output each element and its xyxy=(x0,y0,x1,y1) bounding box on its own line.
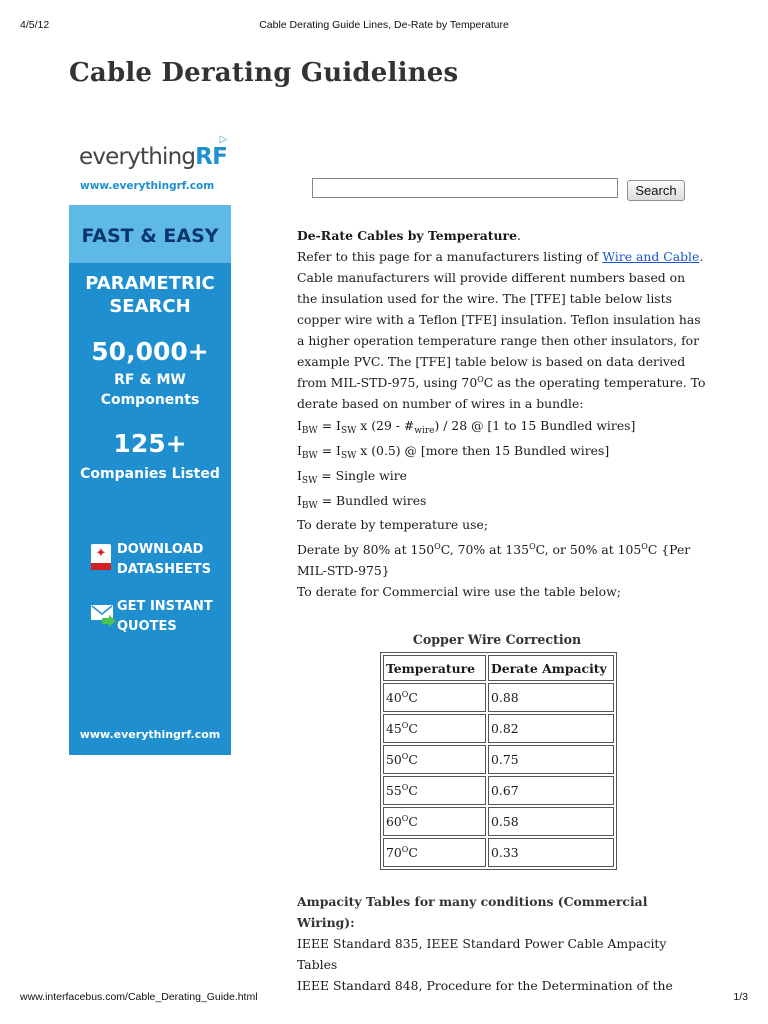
temperature-cell xyxy=(383,776,486,805)
temperature-unit: C xyxy=(408,845,418,860)
get-instant-quotes-line-2: QUOTES xyxy=(117,619,177,634)
degree-sup: O xyxy=(401,814,409,823)
temperature-cell xyxy=(383,838,486,867)
ad-parametric-line-1: PARAMETRIC xyxy=(85,273,215,294)
degree-sup: O xyxy=(477,375,484,384)
formula-i: I xyxy=(297,418,302,433)
temperature-value: 60 xyxy=(386,814,402,829)
table-row xyxy=(383,776,614,805)
derate-text-d: C {Per MIL-STD-975} xyxy=(297,542,691,578)
temperature-cell xyxy=(383,807,486,836)
degree-sup: O xyxy=(434,542,441,551)
temperature-unit: C xyxy=(408,690,418,705)
table-row xyxy=(383,745,614,774)
ampacity-section xyxy=(297,891,707,996)
ad-count-components-label-2: Components xyxy=(100,392,200,408)
ad-header xyxy=(69,132,231,205)
temperature-unit: C xyxy=(408,814,418,829)
formula-sub-bw: BW xyxy=(301,451,318,461)
description-text: Cable manufacturers will provide different numbers based on the insulation used for the wire. The [TFE] table below lists copper wire with a Teflon [TFE] insulation. Teflon insulation has a higher operation temperature range then other insulators, for example PVC. The [TFE] table below is based on data derived from MIL-STD-975, using 70 xyxy=(297,270,701,390)
temperature-unit: C xyxy=(408,752,418,767)
formula-i: I xyxy=(297,443,302,458)
ad-url-bottom[interactable]: www.everythingrf.com xyxy=(79,728,221,741)
definition-bundled-wires xyxy=(297,490,707,511)
section-heading-derate xyxy=(297,225,707,246)
temperature-value: 70 xyxy=(386,845,402,860)
derate-percent-line xyxy=(297,539,707,581)
ad-brand-logo xyxy=(79,144,227,170)
definition-single-wire xyxy=(297,465,707,486)
formula-sub-sw: SW xyxy=(340,451,357,461)
ad-brand-part-a: everything xyxy=(79,144,196,170)
degree-sup: O xyxy=(401,752,409,761)
formula-eq: = I xyxy=(317,418,341,433)
formula-bundle-1-15 xyxy=(297,415,707,436)
column-header-temperature: Temperature xyxy=(383,655,486,681)
ampacity-cell: 0.58 xyxy=(488,807,614,836)
main-content xyxy=(297,225,707,602)
intro-line xyxy=(297,246,707,267)
degree-sup: O xyxy=(401,783,409,792)
ampacity-cell: 0.75 xyxy=(488,745,614,774)
ampacity-cell: 0.82 xyxy=(488,714,614,743)
temperature-cell xyxy=(383,745,486,774)
table-header-row xyxy=(383,655,614,681)
description-paragraph xyxy=(297,267,707,414)
get-instant-quotes-link[interactable] xyxy=(117,597,213,637)
ad-url-top: www.everythingrf.com xyxy=(80,180,215,192)
formula-mid: x (29 - # xyxy=(356,418,415,433)
pdf-icon: ✦ xyxy=(91,544,111,570)
derate-heading-end: . xyxy=(516,228,521,243)
print-header-title: Cable Derating Guide Lines, De-Rate by Temperature xyxy=(259,19,509,31)
degree-sup: O xyxy=(401,845,409,854)
intro-before-link: Refer to this page for a manufacturers listing of xyxy=(297,249,603,264)
formula-end: ) / 28 @ [1 to 15 Bundled wires] xyxy=(434,418,636,433)
degree-sup: O xyxy=(529,542,536,551)
ampacity-line: IEEE Standard 848, Procedure for the Determination of the xyxy=(297,978,673,993)
formula-sub-wire: wire xyxy=(414,426,435,436)
table-caption: Copper Wire Correction xyxy=(412,632,582,647)
temperature-value: 45 xyxy=(386,721,402,736)
table-row xyxy=(383,838,614,867)
temperature-value: 55 xyxy=(386,783,402,798)
derate-text-a: Derate by 80% at 150 xyxy=(297,542,435,557)
commercial-wire-line: To derate for Commercial wire use the table below; xyxy=(297,584,621,599)
page-title: Cable Derating Guidelines xyxy=(69,58,459,88)
ad-band xyxy=(69,205,231,263)
get-instant-quotes-line-1: GET INSTANT xyxy=(117,599,213,614)
formula-i: I xyxy=(297,468,302,483)
wire-and-cable-link[interactable]: Wire and Cable xyxy=(602,249,700,264)
download-datasheets-line-2: DATASHEETS xyxy=(117,562,211,577)
temperature-cell xyxy=(383,683,486,712)
formula-sub-bw: BW xyxy=(301,501,318,511)
table-row xyxy=(383,683,614,712)
ad-count-components-label-1: RF & MW xyxy=(114,372,186,388)
download-datasheets-line-1: DOWNLOAD xyxy=(117,542,204,557)
degree-sup: O xyxy=(401,690,409,699)
intro-after-link: . xyxy=(699,249,704,264)
ad-brand-part-b: RF xyxy=(195,144,227,170)
degree-sup: O xyxy=(401,721,409,730)
ad-band-text: FAST & EASY xyxy=(81,225,219,247)
formula-i: I xyxy=(297,493,302,508)
ampacity-cell: 0.67 xyxy=(488,776,614,805)
search-button[interactable]: Search xyxy=(627,180,685,201)
ad-choices-icon[interactable]: ▷ xyxy=(219,134,228,145)
ampacity-cell: 0.88 xyxy=(488,683,614,712)
copper-wire-correction-table xyxy=(380,652,617,870)
formula-end: = Bundled wires xyxy=(317,493,427,508)
temperature-cell xyxy=(383,714,486,743)
degree-sup: O xyxy=(641,542,648,551)
formula-sub-sw: SW xyxy=(301,476,318,486)
formula-bundle-over-15 xyxy=(297,440,707,461)
temperature-unit: C xyxy=(408,783,418,798)
derate-text-b: C, 70% at 135 xyxy=(440,542,530,557)
column-header-derate-ampacity: Derate Ampacity xyxy=(488,655,614,681)
temperature-use-line: To derate by temperature use; xyxy=(297,517,489,532)
ad-parametric-line-2: SEARCH xyxy=(109,296,191,317)
formula-sub-sw: SW xyxy=(340,426,357,436)
description-text-end: C as the operating temperature. To derate based on number of wires in a bundle: xyxy=(297,375,706,411)
formula-sub-bw: BW xyxy=(301,426,318,436)
ampacity-line: IEEE Standard 835, IEEE Standard Power Cable Ampacity Tables xyxy=(297,936,667,972)
formula-end: x (0.5) @ [more then 15 Bundled wires] xyxy=(356,443,610,458)
download-datasheets-link[interactable] xyxy=(117,540,211,580)
temperature-unit: C xyxy=(408,721,418,736)
formula-end: = Single wire xyxy=(317,468,408,483)
table-row xyxy=(383,714,614,743)
ampacity-heading: Ampacity Tables for many conditions (Commercial Wiring): xyxy=(297,894,648,930)
arrow-right-icon xyxy=(102,615,116,627)
ad-count-components: 50,000+ xyxy=(91,337,209,366)
temperature-value: 50 xyxy=(386,752,402,767)
ad-banner[interactable] xyxy=(69,132,231,755)
temperature-value: 40 xyxy=(386,690,402,705)
ampacity-cell: 0.33 xyxy=(488,838,614,867)
table-row xyxy=(383,807,614,836)
formula-eq: = I xyxy=(317,443,341,458)
ad-count-companies-label: Companies Listed xyxy=(80,466,220,482)
ad-count-companies: 125+ xyxy=(113,429,187,458)
derate-heading-text: De-Rate Cables by Temperature xyxy=(297,228,517,243)
derate-text-c: C, or 50% at 105 xyxy=(535,542,642,557)
search-input[interactable] xyxy=(312,178,618,198)
print-date: 4/5/12 xyxy=(20,19,50,31)
print-footer-url: www.interfacebus.com/Cable_Derating_Guide.html xyxy=(20,991,258,1003)
print-footer-page: 1/3 xyxy=(733,991,748,1003)
